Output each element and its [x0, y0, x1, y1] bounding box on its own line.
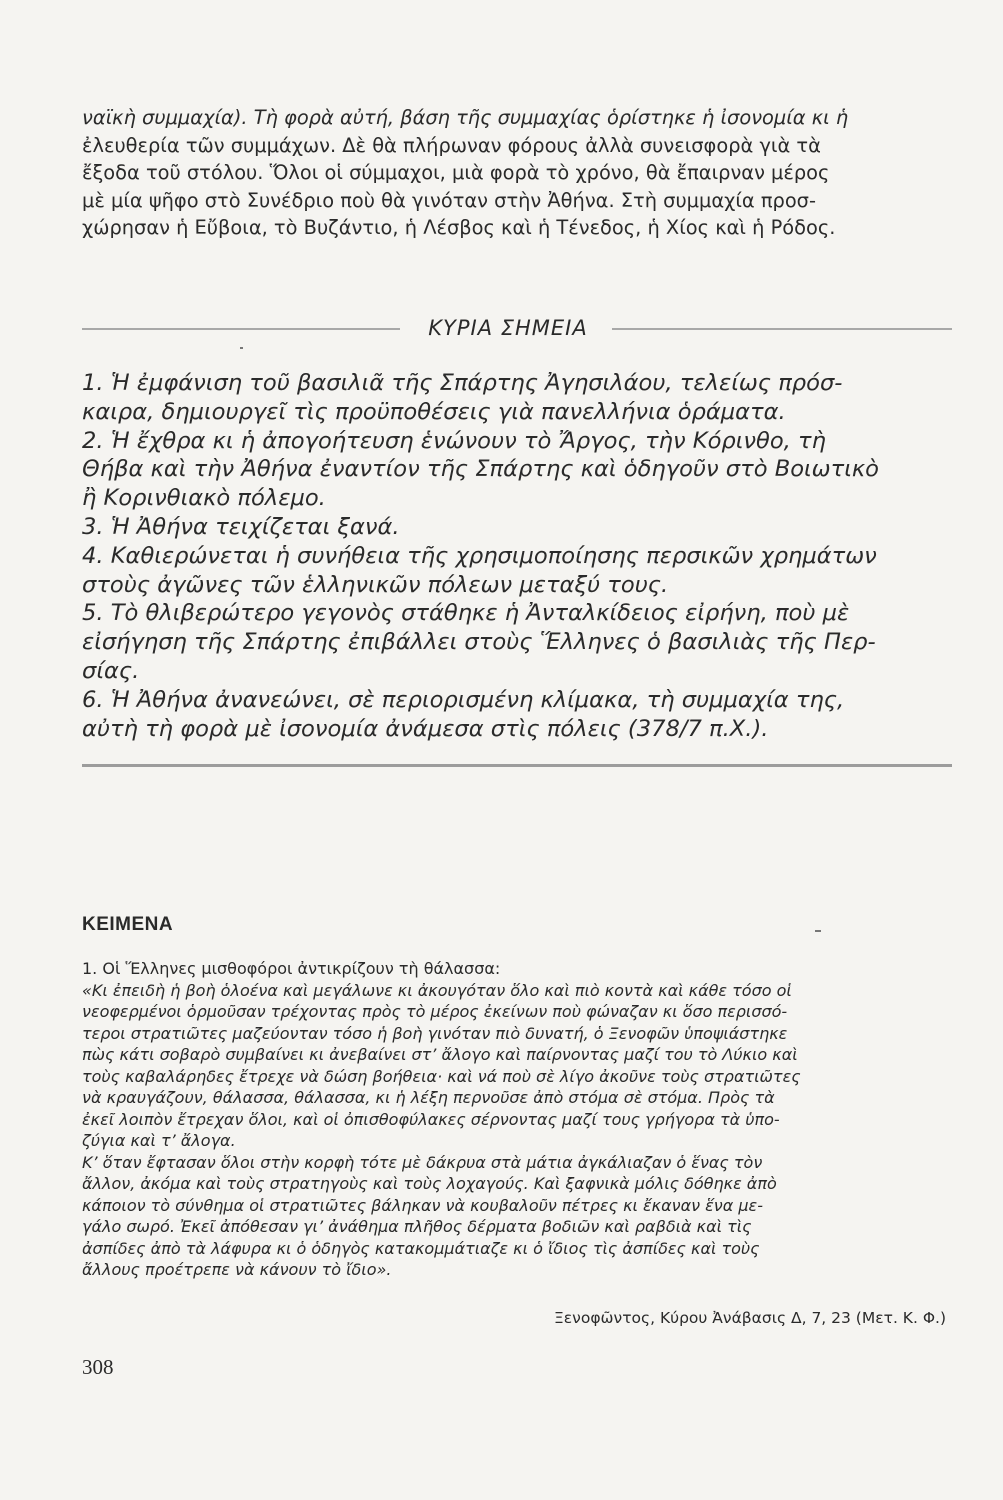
section-rule-left — [82, 328, 400, 330]
section-end-rule — [82, 764, 952, 767]
source-line: ἄλλον, ἀκόμα καὶ τοὺς στρατηγοὺς καὶ τοὺς λοχαγούς. Καὶ ξαφνικὰ μόλις δόθηκε ἀπὸ — [82, 1174, 777, 1193]
source-line: ζύγια καὶ τ’ ἄλογα. — [82, 1131, 236, 1150]
key-point-line: σίας. — [82, 657, 140, 684]
source-line: κάποιον τὸ σύνθημα οἱ στρατιῶτες βάληκαν νὰ κουβαλοῦν πέτρες κι ἔκαναν ἕνα με- — [82, 1195, 763, 1215]
key-point-line: στοὺς ἀγῶνες τῶν ἑλληνικῶν πόλεων μεταξύ τους. — [82, 571, 669, 598]
key-point-line: 1. Ἡ ἐμφάνιση τοῦ βασιλιᾶ τῆς Σπάρτης Ἀγησιλάου, τελείως πρόσ- — [82, 370, 843, 396]
intro-paragraph — [82, 104, 950, 242]
key-points-list — [82, 369, 952, 743]
source-text — [82, 958, 950, 1281]
source-line: ἀσπίδες ἀπὸ τὰ λάφυρα κι ὁ ὁδηγὸς κατακομμάτιαζε κι ὁ ἴδιος τὶς ἀσπίδες καὶ τοὺς — [82, 1238, 760, 1258]
source-heading: 1. Οἱ Ἕλληνες μισθοφόροι ἀντικρίζουν τὴ θάλασσα: — [82, 959, 501, 978]
page-number: 308 — [82, 1355, 114, 1379]
source-line: νεοφερμένοι ὁρμοῦσαν τρέχοντας πρὸς τὸ μέρος ἐκείνων ποὺ φώναζαν κι ὅσο περισσό- — [82, 1002, 788, 1021]
source-line: ἄλλους προέτρεπε νὰ κάνουν τὸ ἴδιο». — [82, 1260, 392, 1279]
key-point-line: 5. Τὸ θλιβερώτερο γεγονὸς στάθηκε ἡ Ἀνταλκίδειος εἰρήνη, ποὺ μὲ — [82, 600, 850, 627]
intro-line: μὲ μία ψῆφο στὸ Συνέδριο ποὺ θὰ γινόταν στὴν Ἀθήνα. Στὴ συμμαχία προσ- — [82, 188, 816, 212]
key-point-line: 4. Καθιερώνεται ἡ συνήθεια τῆς χρησιμοποίησης περσικῶν χρημάτων — [82, 542, 877, 569]
key-point-line: αὐτὴ τὴ φορὰ μὲ ἰσονομία ἀνάμεσα στὶς πόλεις (378/7 π.Χ.). — [82, 715, 769, 742]
source-line: «Κι ἐπειδὴ ἡ βοὴ ὁλοένα καὶ μεγάλωνε κι ἀκουγόταν ὅλο καὶ πιὸ κοντὰ καὶ κάθε τόσο οἱ — [82, 980, 792, 1000]
source-line: τεροι στρατιῶτες μαζεύονταν τόσο ἡ βοὴ γινόταν πιὸ δυνατή, ὁ Ξενοφῶν ὑποψιάστηκε — [82, 1023, 788, 1043]
key-point-line: 3. Ἡ Ἀθήνα τειχίζεται ξανά. — [82, 513, 400, 540]
key-points-title: ΚΥΡΙΑ ΣΗΜΕΙΑ — [428, 316, 588, 340]
speck-mark — [815, 930, 821, 932]
source-line: νὰ κραυγάζουν, θάλασσα, θάλασσα, κι ἡ λέξη περνοῦσε ἀπὸ στόμα σὲ στόμα. Πρὸς τὰ — [82, 1088, 775, 1107]
key-point-line: Θήβα καὶ τὴν Ἀθήνα ἐναντίον τῆς Σπάρτης καὶ ὁδηγοῦν στὸ Βοιωτικὸ — [82, 456, 879, 483]
source-line: Κ’ ὅταν ἔφτασαν ὅλοι στὴν κορφὴ τότε μὲ δάκρυα στὰ μάτια ἀγκάλιαζαν ὁ ἕνας τὸν — [82, 1152, 763, 1172]
key-point-line: 2. Ἡ ἔχθρα κι ἡ ἀπογοήτευση ἑνώνουν τὸ Ἄργος, τὴν Κόρινθο, τὴ — [82, 427, 826, 454]
key-point-line: εἰσήγηση τῆς Σπάρτης ἐπιβάλλει στοὺς Ἕλληνες ὁ βασιλιὰς τῆς Περ- — [82, 629, 876, 656]
section-rule-right — [612, 328, 952, 330]
source-line: ἐκεῖ λοιπὸν ἔτρεχαν ὅλοι, καὶ οἱ ὀπισθοφύλακες σέρνοντας μαζί τους γρήγορα τὰ ὑπο- — [82, 1109, 780, 1129]
intro-line: ἔξοδα τοῦ στόλου. Ὅλοι οἱ σύμμαχοι, μιὰ φορὰ τὸ χρόνο, θὰ ἔπαιρναν μέρος — [82, 161, 830, 184]
source-line: πὼς κάτι σοβαρὸ συμβαίνει κι ἀνεβαίνει στ’ ἄλογο καὶ παίρνοντας μαζί του τὸ Λύκιο καὶ — [82, 1045, 798, 1064]
source-line: γάλο σωρό. Ἐκεῖ ἀπόθεσαν γι’ ἀνάθημα πλῆθος δέρματα βοδιῶν καὶ ραβδιὰ καὶ τὶς — [82, 1217, 752, 1236]
intro-line: ἐλευθερία τῶν συμμάχων. Δὲ θὰ πλήρωναν φόρους ἀλλὰ συνεισφορὰ γιὰ τὰ — [82, 133, 821, 157]
key-point-line: 6. Ἡ Ἀθήνα ἀνανεώνει, σὲ περιορισμένη κλίμακα, τὴ συμμαχία της, — [82, 686, 845, 713]
intro-line: ναϊκὴ συμμαχία). Τὴ φορὰ αὐτή, βάση τῆς συμμαχίας ὁρίστηκε ἡ ἰσονομία κι ἡ — [82, 106, 849, 129]
key-point-line: καιρα, δημιουργεῖ τὶς προϋποθέσεις γιὰ πανελλήνια ὁράματα. — [82, 398, 786, 425]
key-point-line: ἢ Κορινθιακὸ πόλεμο. — [82, 485, 326, 512]
texts-title: ΚΕΙΜΕΝΑ — [82, 914, 174, 935]
speck-mark — [240, 347, 243, 349]
source-citation: Ξενοφῶντος, Κύρου Ἀνάβασις Δ, 7, 23 (Μετ. Κ. Φ.) — [554, 1309, 946, 1327]
intro-line: χώρησαν ἡ Εὔβοια, τὸ Βυζάντιο, ἡ Λέσβος καὶ ἡ Τένεδος, ἡ Χίος καὶ ἡ Ρόδος. — [82, 216, 836, 239]
source-line: τοὺς καβαλάρηδες ἔτρεχε νὰ δώση βοήθεια· καὶ νά ποὺ σὲ λίγο ἀκοῦνε τοὺς στρατιῶτες — [82, 1066, 801, 1086]
